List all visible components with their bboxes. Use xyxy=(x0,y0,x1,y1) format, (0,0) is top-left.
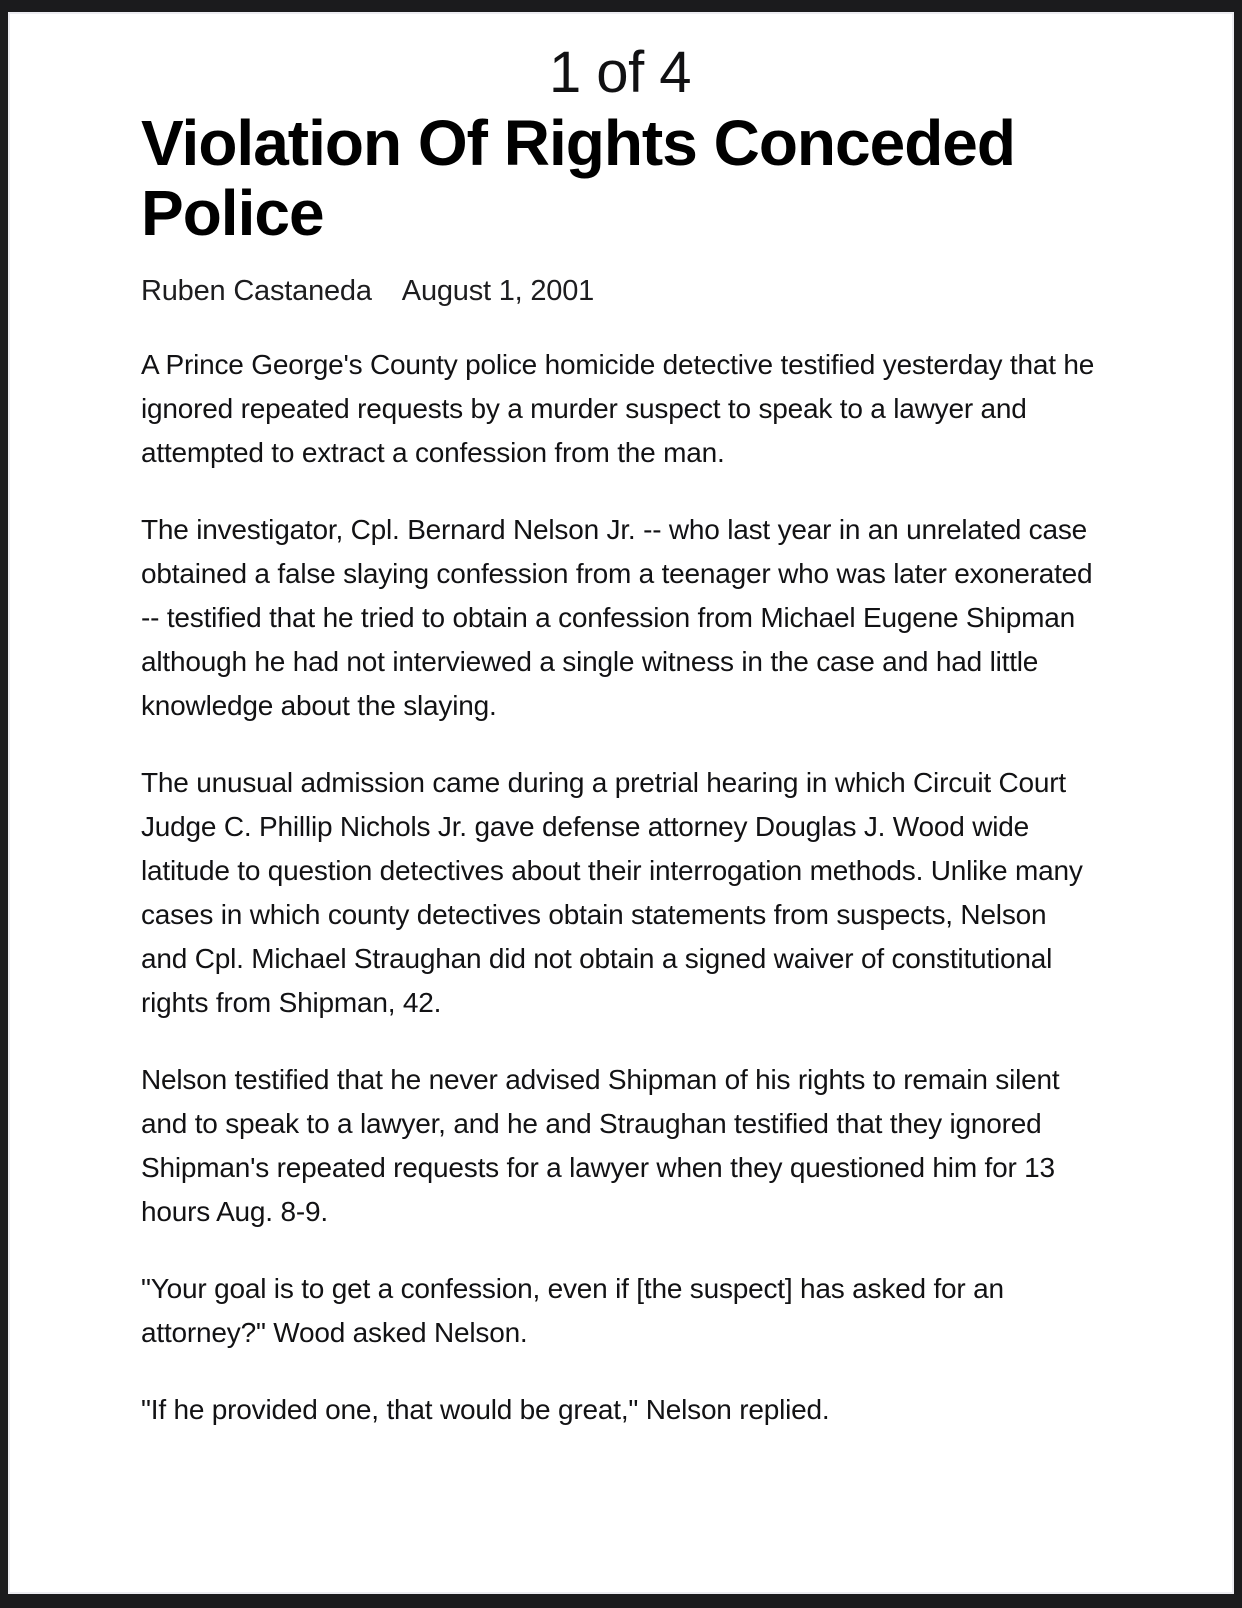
byline xyxy=(141,272,1099,310)
article-paragraph: "If he provided one, that would be great," Nelson replied. xyxy=(141,1394,830,1425)
article-paragraph: The investigator, Cpl. Bernard Nelson Jr. -- who last year in an unrelated case obtained a false slaying confession from a teenager who was later exonerated -- testified that he tried to obtain a confession from Michael Eugene Shipman although he had not interviewed a single witness in the case and had little knowledge about the slaying. xyxy=(141,514,1093,721)
article-paragraph: The unusual admission came during a pretrial hearing in which Circuit Court Judge C. Phillip Nichols Jr. gave defense attorney Douglas J. Wood wide latitude to question detectives about their interrogation methods. Unlike many cases in which county detectives obtain statements from suspects, Nelson and Cpl. Michael Straughan did not obtain a signed waiver of constitutional rights from Shipman, 42. xyxy=(141,767,1083,1018)
byline-author: Ruben Castaneda xyxy=(141,275,372,307)
article-paragraph: A Prince George's County police homicide detective testified yesterday that he ignored repeated requests by a murder suspect to speak to a lawyer and attempted to extract a confession from the man. xyxy=(141,349,1095,468)
article-body xyxy=(141,343,1099,1432)
pagination-indicator: 1 of 4 xyxy=(548,40,692,105)
article-paragraph: "Your goal is to get a confession, even if [the suspect] has asked for an attorney?" Wood asked Nelson. xyxy=(141,1273,1004,1348)
article-page xyxy=(8,12,1234,1594)
article-title: Violation Of Rights Conceded Police xyxy=(141,107,1015,249)
article-paragraph: Nelson testified that he never advised Shipman of his rights to remain silent and to speak to a lawyer, and he and Straughan testified that they ignored Shipman's repeated requests for a lawyer when they questioned him for 13 hours Aug. 8-9. xyxy=(141,1064,1060,1227)
byline-date: August 1, 2001 xyxy=(401,275,595,307)
